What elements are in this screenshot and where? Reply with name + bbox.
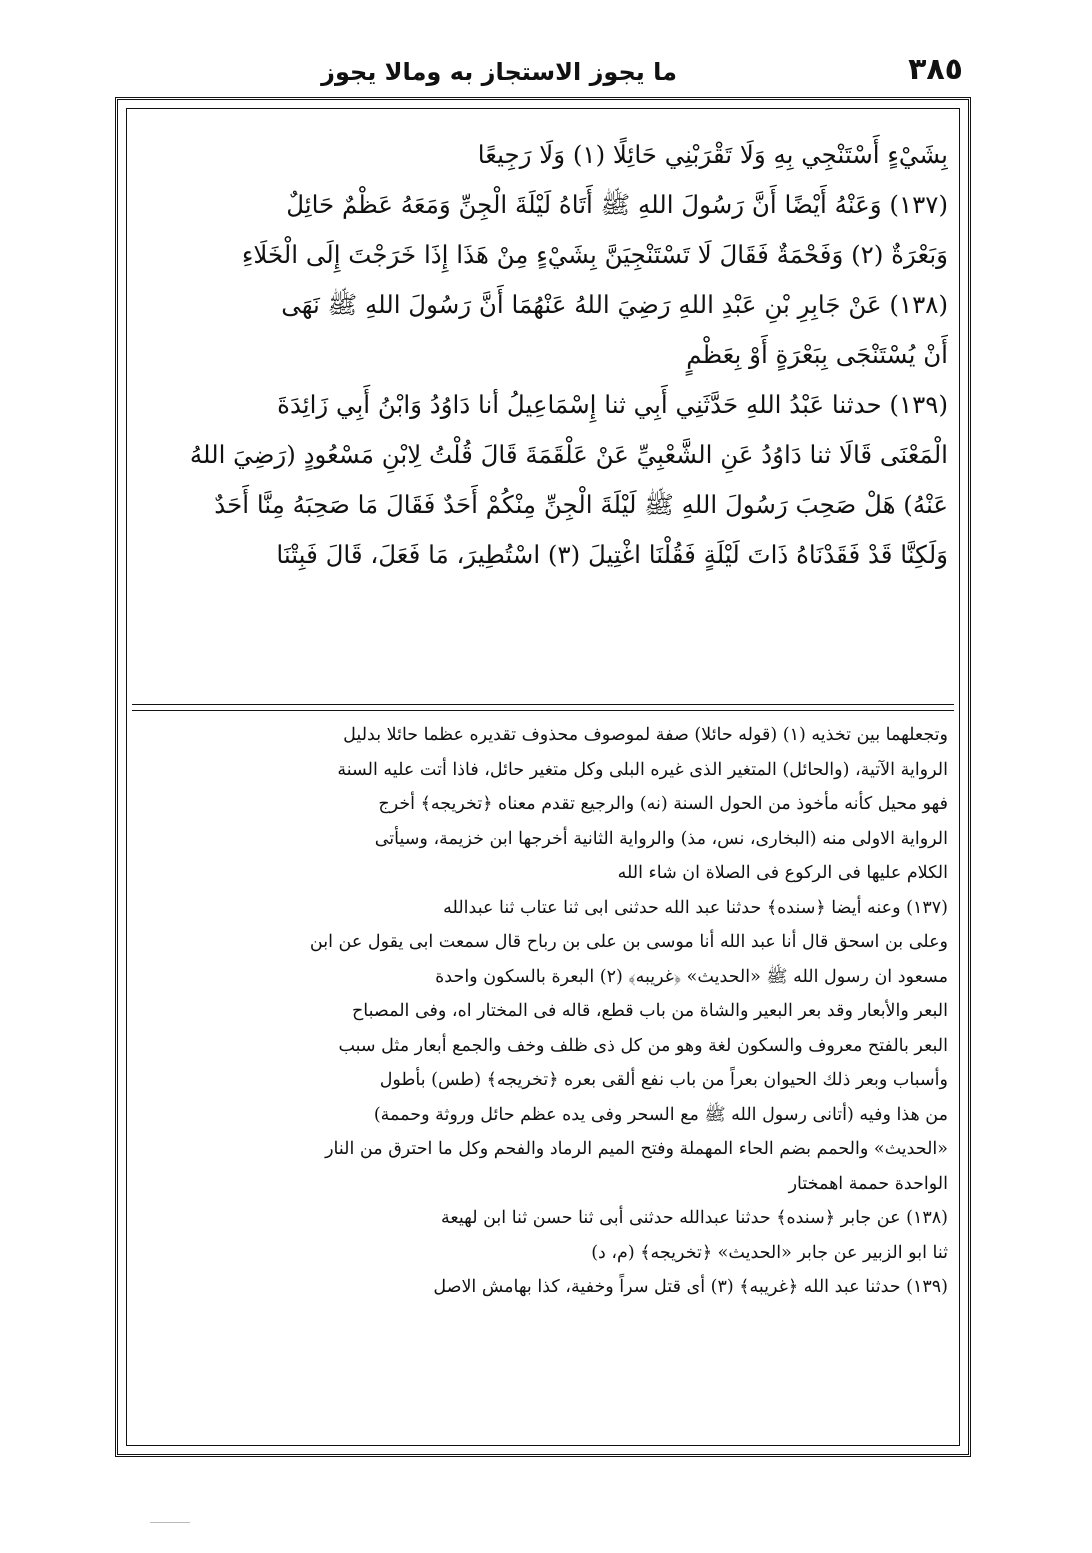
footnote-line: فهو محيل كأنه مأخوذ من الحول السنة (نه) والرجيع تقدم معناه ﴿تخريجه﴾ أخرج [378, 794, 948, 814]
footnote-separator [132, 704, 954, 711]
main-line: وَلَكِنَّا قَدْ فَقَدْنَاهُ ذَاتَ لَيْلَةٍ فَقُلْنَا اغْتِيلَ (٣) اسْتُطِيرَ، مَا فَعَلَ، قَالَ فَبِتْنَا [276, 540, 948, 569]
footnote-line: وأسباب وبعر ذلك الحيوان بعراً من باب نفع ألقى بعره ﴿تخريجه﴾ (طس) بأطول [379, 1070, 948, 1090]
footnote-line: «الحديث» والحمم بضم الحاء المهملة وفتح الميم الرماد والفحم وكل ما احترق من النار [325, 1139, 948, 1159]
footnote-line: مسعود ان رسول الله ﷺ «الحديث» ﴿غريبه﴾ (٢) البعرة بالسكون واحدة [435, 966, 948, 987]
main-line: (١٣٩) حدثنا عَبْدُ اللهِ حَدَّثَنِي أَبِي ثنا إِسْمَاعِيلُ أنا دَاوُدُ وَابْنُ أَبِي زَائِدَةَ [277, 390, 948, 419]
footnote-line: (١٣٧) وعنه أيضا ﴿سنده﴾ حدثنا عبد الله حدثنى ابى ثنا عتاب ثنا عبدالله [443, 897, 948, 918]
footnote-line: وتجعلهما بين تخذيه (١) (قوله حائلا) صفة لموصوف محذوف تقديره عظما حائلا بدليل [343, 725, 948, 745]
main-line: أَنْ يُسْتَنْجَى بِبَعْرَةٍ أَوْ بِعَظْمٍ [686, 340, 948, 369]
footnote-line: الرواية الاولى منه (البخارى، نس، مذ) والرواية الثانية أخرجها ابن خزيمة، وسيأتى [374, 828, 948, 849]
main-line: (١٣٨) عَنْ جَابِرِ بْنِ عَبْدِ اللهِ رَضِيَ اللهُ عَنْهُمَا أَنَّ رَسُولَ اللهِ ﷺ نَهَى [281, 290, 948, 319]
footnote-line: ثنا ابو الزبير عن جابر «الحديث» ﴿تخريجه﴾ (م، د) [591, 1242, 948, 1263]
scan-mark [150, 1522, 190, 1524]
page-header [115, 52, 977, 96]
main-line: عَنْهُ) هَلْ صَحِبَ رَسُولَ اللهِ ﷺ لَيْلَةَ الْجِنِّ مِنْكُمْ أَحَدٌ فَقَالَ مَا صَحِبَهُ مِنَّا أَحَدٌ [214, 490, 948, 519]
main-hadith-text [138, 130, 948, 708]
main-line: (١٣٧) وَعَنْهُ أَيْضًا أَنَّ رَسُولَ اللهِ ﷺ أَتَاهُ لَيْلَةَ الْجِنِّ وَمَعَهُ عَظْمٌ حَائِلٌ [286, 190, 948, 219]
footnote-line: من هذا وفيه (أتانى رسول الله ﷺ مع السحر وفى يده عظم حائل وروثة وحممة) [373, 1104, 948, 1125]
main-line: الْمَعْنَى قَالَا ثنا دَاوُدُ عَنِ الشَّعْبِيِّ عَنْ عَلْقَمَةَ قَالَ قُلْتُ لِابْنِ مَسْعُودٍ (رَضِيَ اللهُ [189, 440, 948, 469]
footnote-line: البعر بالفتح معروف والسكون لغة وهو من كل ذى ظلف وخف والجمع أبعار مثل سبب [338, 1035, 948, 1056]
main-line: وَبَعْرَةٌ (٢) وَفَحْمَةٌ فَقَالَ لَا تَسْتَنْجِيَنَّ بِشَيْءٍ مِنْ هَذَا إِذَا خَرَجْتَ إِلَى الْخَلَاءِ [241, 240, 948, 269]
footnote-line: الرواية الآتية، (والحائل) المتغير الذى غيره البلى وكل متغير حائل، فاذا أتت عليه السنة [337, 759, 948, 780]
running-title: ما يجوز الاستجاز به ومالا يجوز [321, 58, 677, 86]
page-number: ٣٨٥ [908, 52, 963, 87]
main-line: بِشَيْءٍ أَسْتَنْجِي بِهِ وَلَا تَقْرَبْنِي حَائِلًا (١) وَلَا رَجِيعًا [477, 140, 948, 169]
footnote-line: الكلام عليها فى الركوع فى الصلاة ان شاء الله [617, 863, 948, 883]
footnote-line: (١٣٩) حدثنا عبد الله ﴿غريبه﴾ (٣) أى قتل سراً وخفية، كذا بهامش الاصل [433, 1277, 948, 1297]
footnotes-section [138, 718, 948, 1440]
footnote-line: البعر والأبعار وقد بعر البعير والشاة من باب قطع، قاله فى المختار اه، وفى المصباح [352, 1001, 948, 1021]
footnote-line: الواحدة حممة اهمختار [788, 1173, 948, 1194]
page-frame [115, 97, 971, 1457]
footnote-line: وعلى بن اسحق قال أنا عبد الله أنا موسى بن على بن رباح قال سمعت ابى يقول عن ابن [309, 932, 948, 952]
footnote-line: (١٣٨) عن جابر ﴿سنده﴾ حدثنا عبدالله حدثنى أبى ثنا حسن ثنا ابن لهيعة [441, 1208, 948, 1228]
